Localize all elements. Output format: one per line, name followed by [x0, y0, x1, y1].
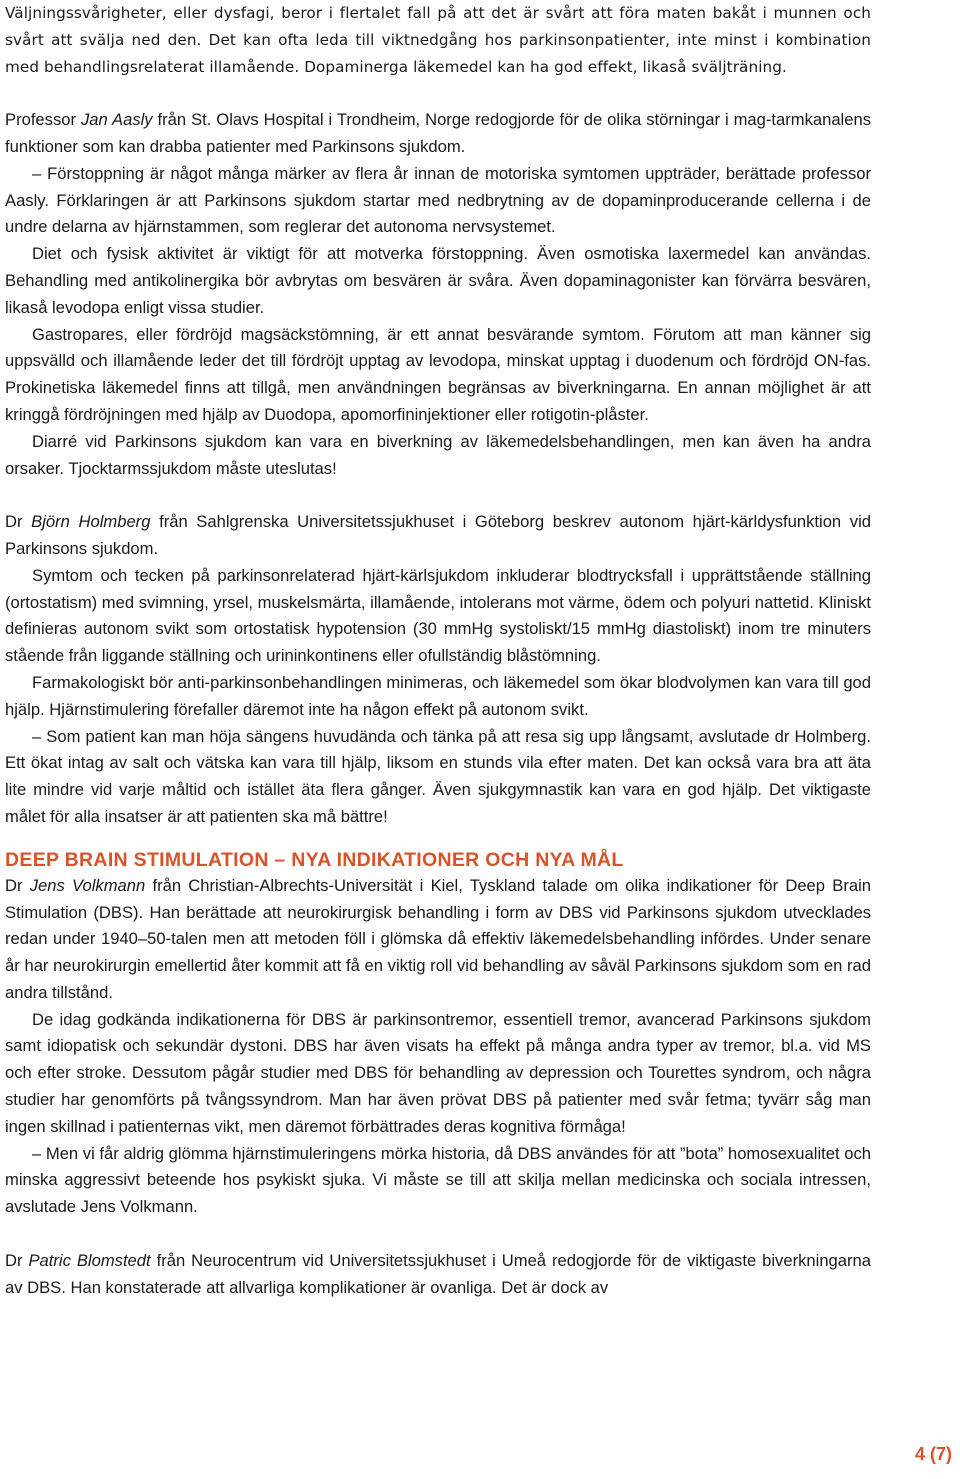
paragraph-symtom: Symtom och tecken på parkinsonrelaterad hjärt-kärlsjukdom inkluderar blodtrycksfall i upprättstående ställning (ortostatism) med svimning, yrsel, muskelsmärta, illamående, intolerans mot värme, ödem och polyuri nattetid. Kliniskt definieras autonom svikt som ortostatisk hypotension (30 mmHg systoliskt/15 mmHg diastoliskt) inom tre minuters stående från liggande ställning och urininkontinens eller ofullständig blåstömning. — [5, 565, 871, 666]
page-number: 4 (7) — [914, 1444, 952, 1464]
paragraph-forstoppning: – Förstoppning är något många märker av flera år innan de motoriska symtomen uppträder, berättade professor Aasly. Förklaringen är att Parkinsons sjukdom startar med nedbrytning av de dopaminproducerande cellerna i de undre delarna av hjärnstammen, som reglerar det autonoma nervsystemet. — [5, 163, 871, 237]
text-lead: Professor — [5, 110, 81, 130]
paragraph-holmberg-intro — [5, 509, 871, 563]
text-lead: Dr — [5, 512, 32, 532]
paragraph-dysfagi: Väljningssvårigheter, eller dysfagi, beror i flertalet fall på att det är svårt att föra maten bakåt i munnen och svårt att svälja ned den. Det kan ofta leda till viktnedgång hos parkinsonpatienter, inte minst i kombination med behandlingsrelaterat illamående. Dopaminerga läkemedel kan ha god effekt, likaså sväljträning. — [5, 4, 871, 76]
text-rest: från Christian-Albrechts-Universität i Kiel, Tyskland talade om olika indikationer för Deep Brain Stimulation (DBS). Han berättade att neurokirurgisk behandling i form av DBS vid Parkinsons sjukdom utvecklades redan under 1940–50-talen men att metoden föll i glömska då effektiv läkemedelsbehandling infördes. Under senare år har neurokirurgin emellertid åter kommit att få en viktig roll vid behandling av såväl Parkinsons sjukdom som en rad andra tillstånd. — [5, 875, 871, 1002]
text-rest: från Sahlgrenska Universitetssjukhuset i Göteborg beskrev autonom hjärt-kärldysfunktion vid Parkinsons sjukdom. — [5, 512, 871, 558]
text-lead: Dr — [5, 875, 30, 895]
section-heading: DEEP BRAIN STIMULATION – NYA INDIKATIONER OCH NYA MÅL — [5, 848, 624, 871]
paragraph-farmakologiskt: Farmakologiskt bör anti-parkinsonbehandlingen minimeras, och läkemedel som ökar blodvolymen kan vara till god hjälp. Hjärnstimulering förefaller däremot inte ha någon effekt på autonom svikt. — [5, 672, 871, 719]
paragraph-gastropares: Gastropares, eller fördröjd magsäckstömning, är ett annat besvärande symtom. Förutom att man känner sig uppsvälld och illamående leder det till fördröjt upptag av levodopa, minskat upptag i duodenum och fördröjd ON-fas. Prokinetiska läkemedel finns att tillgå, men användningen begränsas av biverkningarna. En annan möjlighet är att kringgå fördröjningen med hjälp av Duodopa, apomorfininjektioner eller rotigotin-plåster. — [5, 324, 871, 424]
article-body — [5, 0, 871, 1301]
paragraph-patient-tips: – Som patient kan man höja sängens huvudända och tänka på att resa sig upp långsamt, avslutade dr Holmberg. Ett ökat intag av salt och vätska kan vara till hjälp, liksom en stunds vila efter maten. Det kan också vara bra att äta lite mindre vid varje måltid och istället äta flera gånger. Även sjukgymnastik kan vara en god hjälp. Det viktigaste målet för alla insatser är att patienten ska må bättre! — [5, 726, 871, 826]
spacer — [5, 1221, 871, 1248]
spacer — [5, 80, 871, 107]
person-name: Jan Aasly — [80, 110, 153, 130]
paragraph-blomstedt-intro — [5, 1248, 871, 1302]
spacer — [5, 831, 871, 845]
paragraph-diet: Diet och fysisk aktivitet är viktigt för att motverka förstoppning. Även osmotiska laxermedel kan användas. Behandling med antikolinergika bör avbrytas om besvären är svåra. Även dopaminagonister kan förvärra besvären, likaså levodopa enligt vissa studier. — [5, 244, 871, 317]
paragraph-aasly-intro — [5, 107, 871, 161]
paragraph-historia: – Men vi får aldrig glömma hjärnstimuleringens mörka historia, då DBS användes för att ”bota” homosexualitet och minska aggressivt beteende hos psykiskt sjuka. Vi måste se till att skilja mellan medicinska och sociala intressen, avslutade Jens Volkmann. — [5, 1143, 871, 1217]
text-rest: från Neurocentrum vid Universitetssjukhuset i Umeå redogjorde för de viktigaste biverkningarna av DBS. Han konstaterade att allvarliga komplikationer är ovanliga. Det är dock av — [5, 1250, 871, 1297]
person-name: Björn Holmberg — [31, 512, 151, 532]
paragraph-diarre: Diarré vid Parkinsons sjukdom kan vara en biverkning av läkemedelsbehandlingen, men kan även ha andra orsaker. Tjocktarmssjukdom måste uteslutas! — [5, 431, 871, 478]
person-name: Jens Volkmann — [29, 875, 146, 895]
text-rest: från St. Olavs Hospital i Trondheim, Norge redogjorde för de olika störningar i mag-tarmkanalens funktioner som kan drabba patienter med Parkinsons sjukdom. — [5, 110, 871, 156]
spacer — [5, 482, 871, 509]
paragraph-volkmann-intro — [5, 873, 871, 1007]
paragraph-indikationer: De idag godkända indikationerna för DBS är parkinsontremor, essentiell tremor, avancerad Parkinsons sjukdom samt idiopatisk och sekundär dystoni. DBS har även visats ha effekt på många andra typer av tremor, bl.a. vid MS och efter stroke. Dessutom pågår studier med DBS för behandling av depression och Tourettes syndrom, och några studier har genomförts på tvångssyndrom. Man har även prövat DBS på patienter med svår fetma; tyvärr såg man ingen skillnad i patienternas vikt, men däremot förbättrades deras kognitiva förmåga! — [5, 1009, 871, 1136]
person-name: Patric Blomstedt — [28, 1250, 151, 1270]
text-lead: Dr — [5, 1250, 29, 1270]
